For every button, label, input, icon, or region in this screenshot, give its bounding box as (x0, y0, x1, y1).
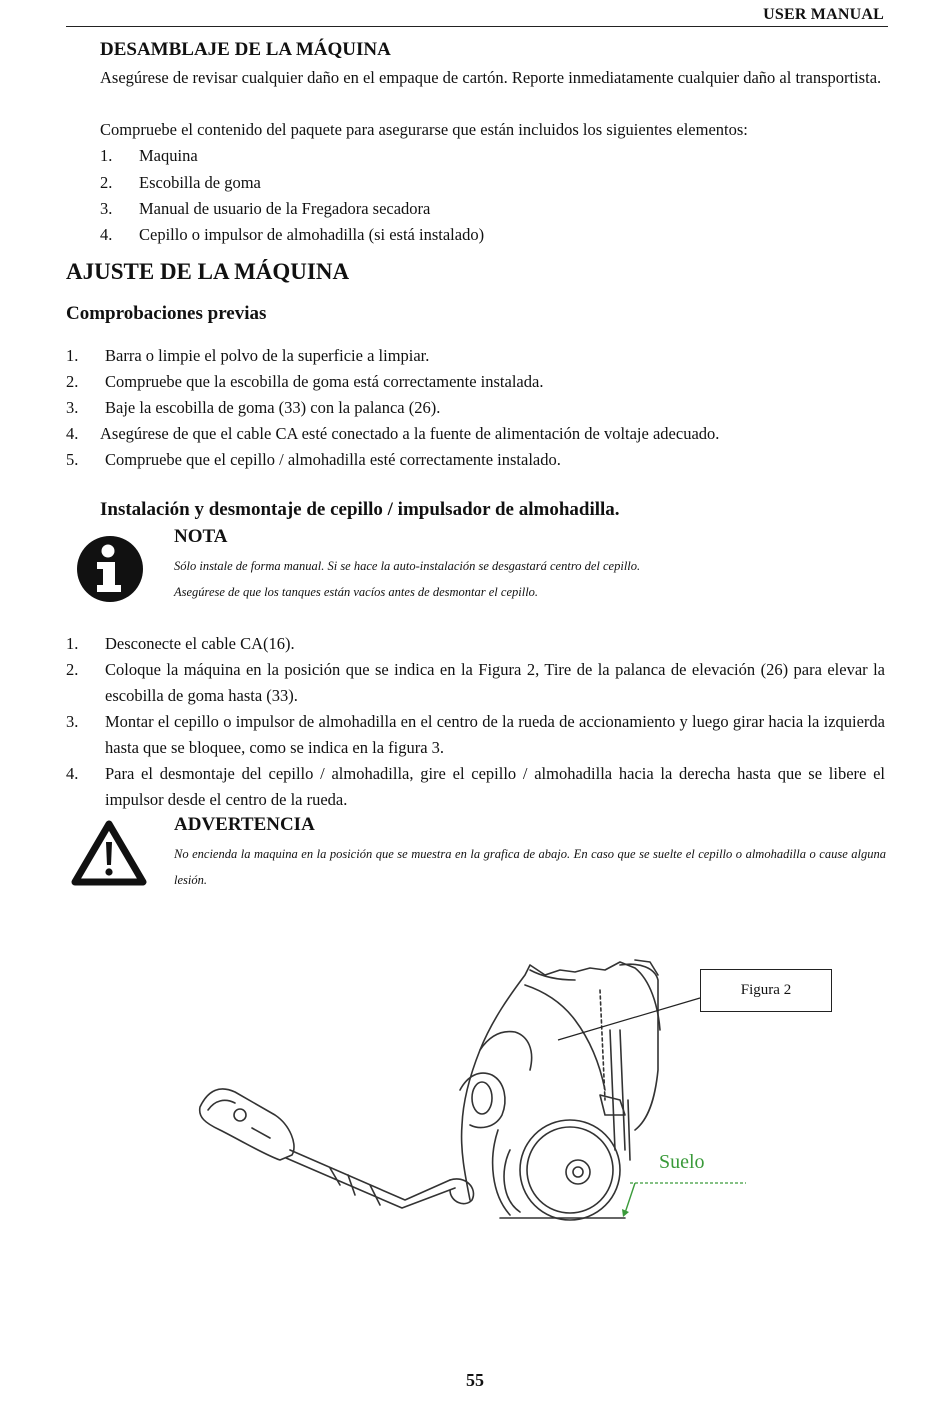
list-item-number: 2. (66, 660, 79, 679)
checks-subheading: Comprobaciones previas (66, 303, 267, 324)
list-item-number: 4. (100, 225, 113, 244)
list-item-text: Barra o limpie el polvo de la superficie a limpiar. (105, 346, 430, 365)
list-item-text: Escobilla de goma (139, 173, 261, 192)
list-item-text: Desconecte el cable CA(16). (105, 634, 295, 653)
floor-indicator (610, 1175, 750, 1225)
list-item-text: Para el desmontaje del cepillo / almohadilla, gire el cepillo / almohadilla hacia la derecha hasta que se libere el impulsor desde el centro de la rueda. (105, 764, 885, 809)
list-item-number: 3. (66, 398, 79, 417)
page-number: 55 (466, 1370, 484, 1390)
warning-icon (71, 820, 147, 886)
unpack-para2: Compruebe el contenido del paquete para asegurarse que están incluidos los siguientes elementos: (100, 120, 748, 139)
list-item-number: 1. (100, 146, 113, 165)
list-item-text: Montar el cepillo o impulsor de almohadilla en el centro de la rueda de accionamiento y luego girar hacia la izquierda hasta que se bloquee, como se indica en la figura 3. (105, 712, 885, 757)
list-item-number: 2. (100, 173, 113, 192)
list-item-text: Compruebe que la escobilla de goma está correctamente instalada. (105, 372, 544, 391)
list-item-text: Cepillo o impulsor de almohadilla (si está instalado) (139, 225, 485, 244)
list-item-number: 4. (66, 764, 79, 783)
list-item-number: 5. (66, 450, 79, 469)
list-item-text: Maquina (139, 146, 198, 165)
header-rule (66, 26, 888, 27)
list-item-text: Asegúrese de que el cable CA esté conectado a la fuente de alimentación de voltaje adecuado. (100, 424, 720, 443)
list-item-number: 3. (66, 712, 79, 731)
list-item-number: 1. (66, 634, 79, 653)
list-item-number: 4. (66, 424, 79, 443)
adjust-heading: AJUSTE DE LA MÁQUINA (66, 259, 350, 284)
warning-text: No encienda la maquina en la posición que se muestra en la grafica de abajo. En caso que se suelte el cepillo o almohadilla o cause alguna lesión. (174, 847, 886, 887)
warning-title: ADVERTENCIA (174, 814, 315, 835)
floor-label: Suelo (659, 1151, 705, 1173)
note-title: NOTA (174, 526, 228, 547)
list-item-number: 2. (66, 372, 79, 391)
list-item-number: 1. (66, 346, 79, 365)
list-item-text: Coloque la máquina en la posición que se indica en la Figura 2, Tire de la palanca de elevación (26) para elevar la escobilla de goma hasta (33). (105, 660, 885, 705)
list-item-text: Manual de usuario de la Fregadora secadora (139, 199, 431, 218)
install-heading: Instalación y desmontaje de cepillo / impulsador de almohadilla. (100, 499, 620, 520)
list-item-number: 3. (100, 199, 113, 218)
figure-label-box (700, 969, 832, 1012)
note-line-1: Sólo instale de forma manual. Si se hace la auto-instalación se desgastará centro del cepillo. (174, 559, 641, 573)
note-line-2: Asegúrese de que los tanques están vacíos antes de desmontar el cepillo. (174, 585, 539, 599)
unpack-heading: DESAMBLAJE DE LA MÁQUINA (100, 39, 391, 60)
figure-pointer-line (550, 990, 710, 1045)
header-title: USER MANUAL (763, 6, 884, 23)
list-item-text: Compruebe que el cepillo / almohadilla esté correctamente instalado. (105, 450, 561, 469)
list-item-text: Baje la escobilla de goma (33) con la palanca (26). (105, 398, 441, 417)
info-icon (75, 534, 145, 604)
figure-label: Figura 2 (740, 982, 792, 998)
unpack-para1: Asegúrese de revisar cualquier daño en el empaque de cartón. Reporte inmediatamente cualquier daño al transportista. (100, 68, 882, 87)
